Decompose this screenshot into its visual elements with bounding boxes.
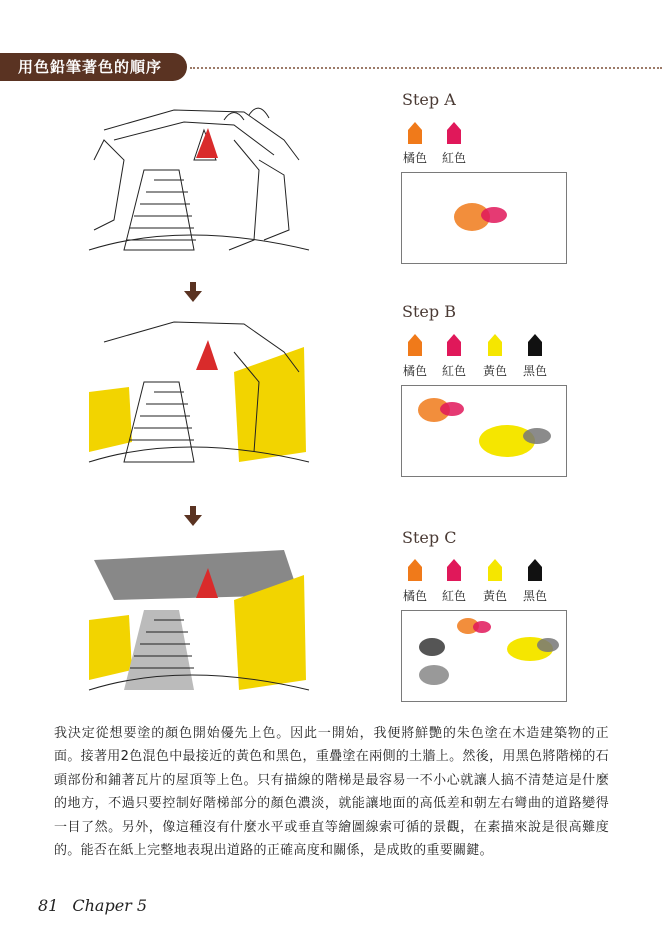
yellow-pencil-icon — [488, 559, 502, 581]
pencil-label-yellow: 黃色 — [482, 364, 507, 378]
swatch-box-step-b — [401, 385, 567, 477]
orange-pencil-icon — [408, 559, 422, 581]
pencil-label-black: 黑色 — [522, 589, 547, 603]
swatch-box-step-c — [401, 610, 567, 702]
section-header: 用色鉛筆著色的順序 — [0, 53, 187, 81]
page-number: 81 — [38, 896, 59, 915]
yellow-pencil-icon — [488, 334, 502, 356]
swatch-box-step-a — [401, 172, 567, 264]
pencil-label-red: 紅色 — [441, 589, 466, 603]
pencil-label-orange: 橘色 — [402, 151, 427, 165]
black-pencil-icon — [528, 334, 542, 356]
page-footer — [38, 896, 161, 915]
step-c-title: Step C — [402, 528, 457, 547]
pencil-label-orange: 橘色 — [402, 589, 427, 603]
step-b-title: Step B — [402, 302, 456, 321]
chapter-label: Chaper 5 — [72, 896, 148, 915]
sketch-step-c — [84, 540, 312, 700]
pencil-label-yellow: 黃色 — [482, 589, 507, 603]
orange-pencil-icon — [408, 334, 422, 356]
pencil-label-orange: 橘色 — [402, 364, 427, 378]
pencil-label-red: 紅色 — [441, 151, 466, 165]
red-pencil-icon — [447, 334, 461, 356]
sketch-step-a — [84, 100, 312, 260]
down-arrow-icon — [184, 282, 202, 302]
sketch-step-b — [84, 312, 312, 472]
black-pencil-icon — [528, 559, 542, 581]
pencil-label-black: 黑色 — [522, 364, 547, 378]
down-arrow-icon — [184, 506, 202, 526]
pencil-label-red: 紅色 — [441, 364, 466, 378]
header-dotted-rule — [190, 67, 662, 69]
step-a-title: Step A — [402, 90, 456, 109]
body-paragraph: 我決定從想要塗的顏色開始優先上色。因此一開始，我便將鮮艷的朱色塗在木造建築物的正面。接著用2色混色中最接近的黃色和黑色，重疊塗在兩側的土牆上。然後，用黑色將階梯的石頭部份和鋪著瓦片的屋頂等上色。只有描線的階梯是最容易一不小心就讓人搞不清楚這是什麼的地方，不過只要控制好階梯部分的顏色濃淡，就能讓地面的高低差和朝左右彎曲的道路變得一目了然。另外，像這種沒有什麼水平或垂直等繪圖線索可循的景觀，在素描來說是很高難度的。能否在紙上完整地表現出道路的正確高度和關係，是成敗的重要關鍵。 — [54, 726, 609, 859]
red-pencil-icon — [447, 559, 461, 581]
red-pencil-icon — [447, 122, 461, 144]
orange-pencil-icon — [408, 122, 422, 144]
